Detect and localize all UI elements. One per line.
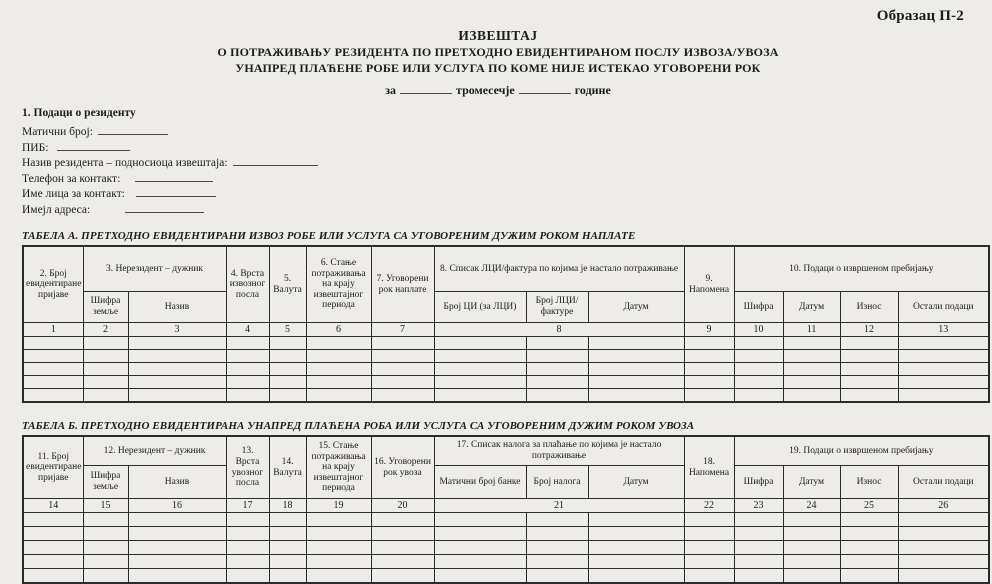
empty-cell — [840, 350, 898, 363]
empty-cell — [371, 363, 434, 376]
empty-cell — [434, 541, 526, 555]
empty-cell — [783, 350, 840, 363]
empty-cell — [226, 541, 269, 555]
subcol-offset-code: Шифра — [734, 466, 783, 499]
empty-cell — [588, 555, 684, 569]
column-number: 26 — [898, 499, 989, 513]
empty-cell — [128, 363, 226, 376]
empty-cell — [684, 376, 734, 389]
subcol-name: Назив — [128, 292, 226, 323]
quarter-blank-line[interactable] — [400, 83, 452, 94]
empty-cell — [269, 555, 306, 569]
empty-cell — [734, 555, 783, 569]
empty-data-row — [23, 350, 989, 363]
column-number: 3 — [128, 323, 226, 337]
empty-cell — [840, 541, 898, 555]
empty-data-row — [23, 376, 989, 389]
empty-data-row — [23, 363, 989, 376]
empty-cell — [306, 376, 371, 389]
empty-cell — [588, 541, 684, 555]
empty-cell — [526, 527, 588, 541]
empty-cell — [898, 389, 989, 403]
empty-cell — [783, 555, 840, 569]
subcol-lci-number: Број ЛЦИ/фактуре — [526, 292, 588, 323]
column-number: 16 — [128, 499, 226, 513]
resident-section — [22, 107, 988, 217]
empty-cell — [306, 513, 371, 527]
field-label: Име лица за контакт: — [22, 188, 125, 200]
field-maticni-broj — [22, 124, 988, 140]
empty-cell — [83, 569, 128, 584]
subcol-ci-number: Број ЦИ (за ЛЦИ) — [434, 292, 526, 323]
empty-cell — [684, 569, 734, 584]
empty-cell — [783, 513, 840, 527]
field-label: Имејл адреса: — [22, 203, 91, 216]
column-number: 24 — [783, 499, 840, 513]
col-header-report-number: 2. Број евидентиране пријаве — [23, 246, 83, 323]
column-number: 18 — [269, 499, 306, 513]
empty-data-row — [23, 555, 989, 569]
empty-cell — [306, 541, 371, 555]
empty-cell — [128, 541, 226, 555]
empty-cell — [783, 541, 840, 555]
table-a-title: ТАБЕЛА А. ПРЕТХОДНО ЕВИДЕНТИРАНИ ИЗВОЗ РОБЕ ИЛИ УСЛУГА СА УГОВОРЕНИМ ДУЖИМ РОКОМ НАПЛАТЕ — [22, 230, 636, 242]
col-header-nonresident: 12. Нерезидент – дужник — [83, 436, 226, 466]
telefon-blank-line[interactable] — [135, 171, 213, 182]
empty-cell — [734, 513, 783, 527]
empty-cell — [128, 513, 226, 527]
empty-cell — [734, 569, 783, 584]
empty-cell — [526, 569, 588, 584]
col-header-deadline: 7. Уговорени рок наплате — [371, 246, 434, 323]
subcol-order-number: Број налога — [526, 466, 588, 499]
column-number: 2 — [83, 323, 128, 337]
empty-cell — [684, 350, 734, 363]
empty-cell — [840, 555, 898, 569]
col-header-note: 9. Напомена — [684, 246, 734, 323]
col-header-balance: 6. Стање потраживања на крају извештајног периода — [306, 246, 371, 323]
empty-cell — [226, 389, 269, 403]
col-header-deadline: 16. Уговорени рок увоза — [371, 436, 434, 499]
field-label: Назив резидента – подносиоца извештаја: — [22, 157, 228, 169]
empty-cell — [83, 541, 128, 555]
empty-cell — [840, 337, 898, 350]
table-b-body — [23, 513, 989, 584]
table-b-header-row-1 — [23, 436, 989, 466]
empty-cell — [684, 337, 734, 350]
empty-cell — [269, 389, 306, 403]
empty-cell — [734, 389, 783, 403]
empty-cell — [371, 350, 434, 363]
col-header-currency: 5. Валута — [269, 246, 306, 323]
empty-cell — [23, 350, 83, 363]
empty-cell — [83, 513, 128, 527]
empty-cell — [226, 350, 269, 363]
table-b-number-row — [23, 499, 989, 513]
empty-cell — [128, 337, 226, 350]
empty-cell — [898, 527, 989, 541]
empty-cell — [526, 555, 588, 569]
empty-cell — [371, 513, 434, 527]
pib-blank-line[interactable] — [57, 140, 130, 151]
column-number: 10 — [734, 323, 783, 337]
field-imejl — [22, 202, 988, 218]
column-number: 15 — [83, 499, 128, 513]
empty-cell — [371, 376, 434, 389]
empty-cell — [684, 541, 734, 555]
empty-cell — [588, 376, 684, 389]
empty-cell — [526, 363, 588, 376]
imejl-blank-line[interactable] — [125, 202, 204, 213]
period-middle: тромесечје — [456, 83, 515, 97]
empty-cell — [371, 527, 434, 541]
empty-cell — [434, 376, 526, 389]
column-number: 22 — [684, 499, 734, 513]
empty-cell — [898, 363, 989, 376]
field-telefon — [22, 171, 988, 187]
empty-cell — [371, 541, 434, 555]
subcol-offset-other: Остали подаци — [898, 292, 989, 323]
empty-cell — [684, 389, 734, 403]
resident-heading: 1. Подаци о резиденту — [22, 107, 136, 119]
empty-cell — [434, 350, 526, 363]
column-number: 6 — [306, 323, 371, 337]
empty-cell — [734, 527, 783, 541]
col-header-currency: 14. Валута — [269, 436, 306, 499]
empty-cell — [434, 569, 526, 584]
empty-cell — [840, 569, 898, 584]
col-header-balance: 15. Стање потраживања на крају извештајног периода — [306, 436, 371, 499]
empty-cell — [269, 513, 306, 527]
subcol-doc-date: Датум — [588, 292, 684, 323]
field-label: Телефон за контакт: — [22, 172, 121, 185]
empty-cell — [734, 350, 783, 363]
empty-cell — [588, 389, 684, 403]
col-header-report-number: 11. Број евидентиране пријаве — [23, 436, 83, 499]
table-b-header-row-2 — [23, 466, 989, 499]
col-header-offset: 19. Подаци о извршеном пребијању — [734, 436, 989, 466]
form-code: Образац П-2 — [876, 8, 964, 24]
empty-cell — [128, 569, 226, 584]
column-number: 20 — [371, 499, 434, 513]
empty-cell — [226, 376, 269, 389]
col-header-deal-type: 4. Врста извозног посла — [226, 246, 269, 323]
column-number: 8 — [434, 323, 684, 337]
empty-cell — [526, 337, 588, 350]
column-number: 17 — [226, 499, 269, 513]
empty-cell — [684, 555, 734, 569]
empty-cell — [306, 555, 371, 569]
field-label: Матични број: — [22, 126, 93, 138]
field-naziv-rezidenta — [22, 155, 988, 171]
empty-cell — [840, 513, 898, 527]
col-header-note: 18. Напомена — [684, 436, 734, 499]
column-number: 23 — [734, 499, 783, 513]
maticni-broj-blank-line[interactable] — [98, 124, 168, 135]
subcol-offset-date: Датум — [783, 466, 840, 499]
empty-cell — [840, 376, 898, 389]
column-number: 25 — [840, 499, 898, 513]
empty-cell — [128, 527, 226, 541]
empty-cell — [526, 541, 588, 555]
empty-cell — [684, 527, 734, 541]
empty-cell — [226, 569, 269, 584]
empty-cell — [306, 363, 371, 376]
column-number: 12 — [840, 323, 898, 337]
empty-cell — [269, 541, 306, 555]
empty-cell — [371, 569, 434, 584]
empty-cell — [898, 513, 989, 527]
empty-cell — [128, 376, 226, 389]
empty-cell — [269, 376, 306, 389]
empty-cell — [23, 363, 83, 376]
empty-cell — [128, 389, 226, 403]
empty-cell — [371, 337, 434, 350]
field-ime-lica — [22, 186, 988, 202]
year-blank-line[interactable] — [519, 83, 571, 94]
table-a-header-row-1 — [23, 246, 989, 292]
empty-cell — [898, 376, 989, 389]
empty-cell — [83, 555, 128, 569]
empty-cell — [734, 376, 783, 389]
subcol-doc-date: Датум — [588, 466, 684, 499]
naziv-blank-line[interactable] — [233, 155, 318, 166]
empty-cell — [434, 527, 526, 541]
subcol-offset-amount: Износ — [840, 466, 898, 499]
empty-cell — [434, 337, 526, 350]
empty-cell — [269, 363, 306, 376]
column-number: 21 — [434, 499, 684, 513]
empty-cell — [434, 389, 526, 403]
column-number: 11 — [783, 323, 840, 337]
empty-cell — [588, 527, 684, 541]
empty-cell — [734, 337, 783, 350]
empty-cell — [588, 363, 684, 376]
empty-cell — [23, 389, 83, 403]
table-a — [22, 245, 990, 403]
field-label: ПИБ: — [22, 141, 49, 154]
column-number: 14 — [23, 499, 83, 513]
empty-cell — [783, 363, 840, 376]
empty-cell — [434, 555, 526, 569]
empty-cell — [526, 513, 588, 527]
empty-cell — [128, 350, 226, 363]
subcol-offset-date: Датум — [783, 292, 840, 323]
col-header-payment-orders: 17. Списак налога за плаћање по којима је настало потраживање — [434, 436, 684, 466]
empty-cell — [226, 555, 269, 569]
column-number: 19 — [306, 499, 371, 513]
form-subtitle-line1: О ПОТРАЖИВАЊУ РЕЗИДЕНТА ПО ПРЕТХОДНО ЕВИДЕНТИРАНОМ ПОСЛУ ИЗВОЗА/УВОЗА — [217, 45, 779, 59]
empty-cell — [734, 363, 783, 376]
empty-data-row — [23, 337, 989, 350]
col-header-nonresident: 3. Нерезидент – дужник — [83, 246, 226, 292]
column-number: 4 — [226, 323, 269, 337]
subcol-country-code: Шифра земље — [83, 292, 128, 323]
empty-cell — [23, 541, 83, 555]
empty-cell — [588, 337, 684, 350]
column-number: 1 — [23, 323, 83, 337]
empty-cell — [83, 363, 128, 376]
empty-cell — [734, 541, 783, 555]
empty-cell — [371, 389, 434, 403]
empty-cell — [269, 350, 306, 363]
empty-cell — [684, 363, 734, 376]
empty-cell — [840, 363, 898, 376]
empty-cell — [783, 376, 840, 389]
empty-cell — [898, 569, 989, 584]
form-header — [22, 28, 974, 98]
empty-cell — [83, 527, 128, 541]
empty-cell — [840, 389, 898, 403]
empty-cell — [898, 555, 989, 569]
column-number: 5 — [269, 323, 306, 337]
empty-cell — [306, 350, 371, 363]
empty-cell — [23, 337, 83, 350]
empty-cell — [23, 569, 83, 584]
subcol-name: Назив — [128, 466, 226, 499]
empty-cell — [526, 389, 588, 403]
empty-cell — [783, 337, 840, 350]
empty-cell — [783, 569, 840, 584]
empty-cell — [306, 569, 371, 584]
empty-cell — [128, 555, 226, 569]
table-b — [22, 435, 990, 584]
subcol-offset-code: Шифра — [734, 292, 783, 323]
empty-cell — [269, 527, 306, 541]
subcol-offset-amount: Износ — [840, 292, 898, 323]
col-header-deal-type: 13. Врста увозног посла — [226, 436, 269, 499]
column-number: 9 — [684, 323, 734, 337]
empty-cell — [226, 337, 269, 350]
period-suffix: године — [574, 83, 611, 97]
empty-cell — [226, 527, 269, 541]
form-subtitle-line2: УНАПРЕД ПЛАЋЕНЕ РОБЕ ИЛИ УСЛУГА ПО КОМЕ НИЈЕ ИСТЕКАО УГОВОРЕНИ РОК — [235, 61, 761, 75]
empty-cell — [23, 555, 83, 569]
empty-cell — [269, 337, 306, 350]
subcol-offset-other: Остали подаци — [898, 466, 989, 499]
period-prefix: за — [385, 83, 397, 97]
empty-cell — [83, 350, 128, 363]
empty-cell — [23, 527, 83, 541]
empty-cell — [783, 389, 840, 403]
empty-cell — [83, 389, 128, 403]
period-line — [22, 83, 974, 98]
empty-cell — [306, 527, 371, 541]
empty-cell — [434, 513, 526, 527]
empty-data-row — [23, 527, 989, 541]
column-number: 13 — [898, 323, 989, 337]
empty-cell — [840, 527, 898, 541]
empty-cell — [684, 513, 734, 527]
table-a-body — [23, 337, 989, 403]
empty-cell — [588, 569, 684, 584]
empty-cell — [306, 337, 371, 350]
empty-cell — [83, 337, 128, 350]
empty-cell — [783, 527, 840, 541]
empty-cell — [226, 513, 269, 527]
empty-data-row — [23, 569, 989, 584]
table-b-title: ТАБЕЛА Б. ПРЕТХОДНО ЕВИДЕНТИРАНА УНАПРЕД ПЛАЋЕНА РОБА ИЛИ УСЛУГА СА УГОВОРЕНИМ ДУЖИМ РОКОМ УВОЗА — [22, 420, 695, 432]
empty-cell — [526, 376, 588, 389]
column-number: 7 — [371, 323, 434, 337]
empty-data-row — [23, 541, 989, 555]
empty-cell — [23, 376, 83, 389]
empty-cell — [588, 350, 684, 363]
col-header-offset: 10. Подаци о извршеном пребијању — [734, 246, 989, 292]
empty-data-row — [23, 513, 989, 527]
empty-cell — [83, 376, 128, 389]
empty-cell — [526, 350, 588, 363]
table-a-header-row-2 — [23, 292, 989, 323]
empty-cell — [588, 513, 684, 527]
subcol-bank-id: Матични број банке — [434, 466, 526, 499]
empty-cell — [898, 350, 989, 363]
empty-data-row — [23, 389, 989, 403]
subcol-country-code: Шифра земље — [83, 466, 128, 499]
empty-cell — [898, 337, 989, 350]
field-pib — [22, 140, 988, 156]
empty-cell — [23, 513, 83, 527]
empty-cell — [269, 569, 306, 584]
empty-cell — [371, 555, 434, 569]
col-header-documents: 8. Списак ЛЦИ/фактура по којима је настало потраживање — [434, 246, 684, 292]
empty-cell — [306, 389, 371, 403]
empty-cell — [226, 363, 269, 376]
table-a-number-row — [23, 323, 989, 337]
empty-cell — [898, 541, 989, 555]
empty-cell — [434, 363, 526, 376]
form-title: ИЗВЕШТАЈ — [458, 28, 538, 43]
ime-lica-blank-line[interactable] — [136, 186, 216, 197]
